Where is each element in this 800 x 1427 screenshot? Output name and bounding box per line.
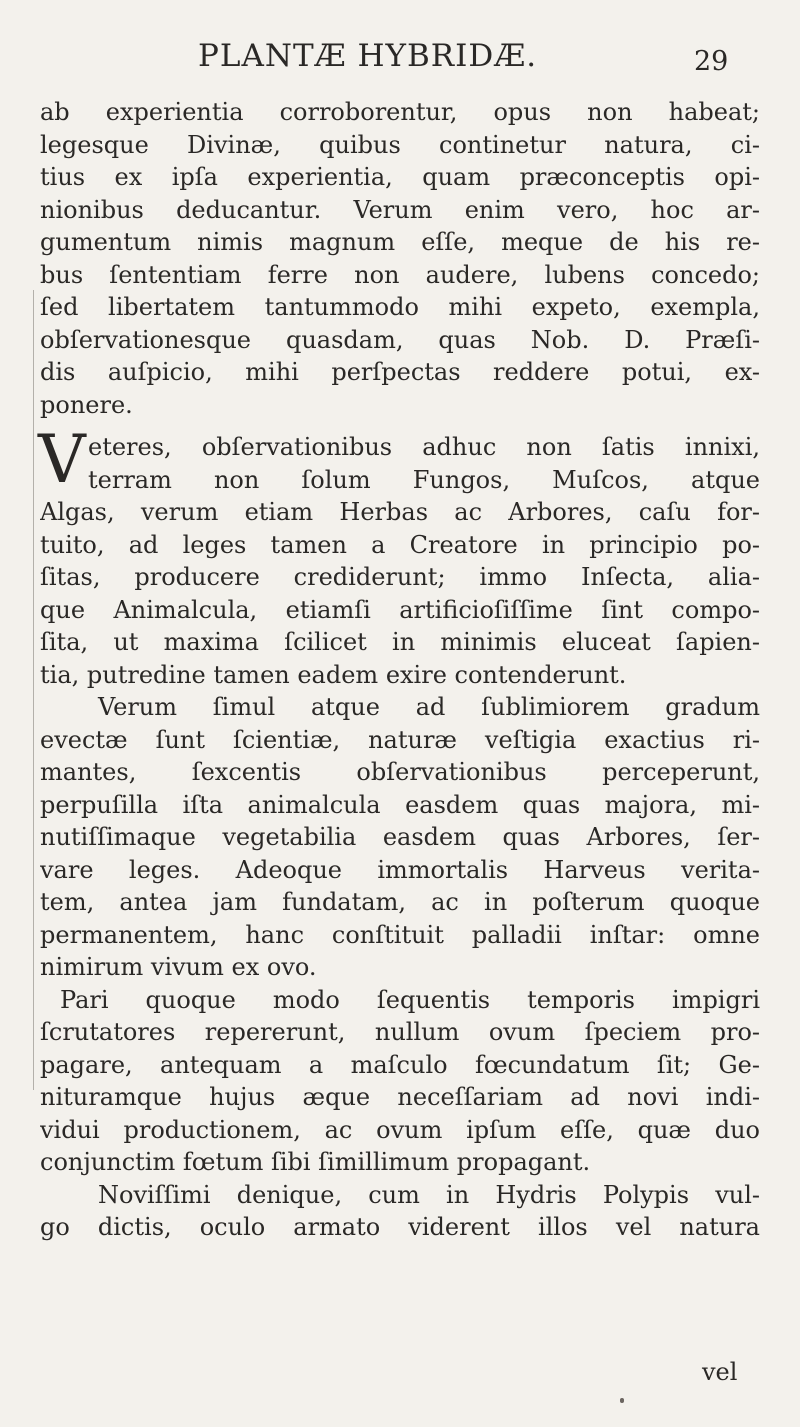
- text-line: ponere.: [40, 390, 133, 419]
- text-line: nituramque hujus æque neceſſariam ad novi indi-: [40, 1083, 760, 1111]
- running-head: [0, 38, 800, 78]
- running-title: PLANTÆ HYBRIDÆ.: [198, 38, 538, 74]
- text-line: eteres, obſervationibus adhuc non ſatis innixi,: [88, 433, 760, 461]
- text-line: ſcrutatores repererunt, nullum ovum ſpeciem pro-: [40, 1018, 760, 1046]
- text-line: tia, putredine tamen eadem exire contenderunt.: [40, 660, 627, 689]
- text-line: mantes, ſexcentis obſervationibus perceperunt,: [40, 758, 760, 786]
- text-line: vidui productionem, ac ovum ipſum eſſe, quæ duo: [40, 1115, 760, 1144]
- text-line: perpuſilla iſta animalcula easdem quas majora, mi-: [40, 790, 760, 819]
- text-line: terram non ſolum Fungos, Muſcos, atque: [88, 465, 760, 494]
- text-line: tius ex ipſa experientia, quam præconceptis opi-: [40, 163, 760, 191]
- text-line: Verum ſimul atque ad ſublimiorem gradum: [98, 693, 760, 721]
- text-line: ſita, ut maxima ſcilicet in minimis eluceat ſapien-: [40, 628, 760, 656]
- body-text: [40, 96, 760, 1244]
- ink-speck: [620, 1398, 624, 1403]
- text-line: evectæ ſunt ſcientiæ, naturæ veſtigia exactius ri-: [40, 725, 760, 754]
- text-line: obſervationesque quasdam, quas Nob. D. Præſi-: [40, 325, 760, 354]
- text-line: conjunctim fœtum ſibi ſimillimum propagant.: [40, 1148, 591, 1176]
- text-line: Noviſſimi denique, cum in Hydris Polypis vul-: [98, 1180, 760, 1209]
- text-line: nionibus deducantur. Verum enim vero, hoc ar-: [40, 195, 760, 224]
- text-line: nutiſſimaque vegetabilia easdem quas Arbores, ſer-: [40, 823, 760, 851]
- text-line: permanentem, hanc conſtituit palladii inſtar: omne: [40, 920, 760, 949]
- text-line: ſed libertatem tantummodo mihi expeto, exempla,: [40, 293, 760, 321]
- text-line: que Animalcula, etiamſi artificioſiſſime ſint compo-: [40, 595, 760, 624]
- text-line: tem, antea jam fundatam, ac in poſterum quoque: [40, 888, 760, 916]
- catchword: vel: [702, 1358, 738, 1386]
- text-line: dis auſpicio, mihi perſpectas reddere potui, ex-: [40, 358, 760, 386]
- text-line: ab experientia corroborentur, opus non habeat;: [40, 98, 760, 126]
- text-line: go dictis, oculo armato viderent illos vel natura: [40, 1213, 760, 1241]
- page-number: 29: [694, 46, 729, 77]
- drop-cap: V: [38, 421, 86, 498]
- text-line: Algas, verum etiam Herbas ac Arbores, caſu for-: [40, 498, 760, 526]
- text-line: nimirum vivum ex ovo.: [40, 953, 317, 981]
- page-edge-shadow: [33, 290, 34, 1090]
- text-line: pagare, antequam a maſculo fœcundatum ſit; Ge-: [40, 1050, 760, 1079]
- text-line: bus ſententiam ferre non audere, lubens concedo;: [40, 260, 760, 289]
- text-line: ſitas, producere crediderunt; immo Inſecta, alia-: [40, 563, 760, 591]
- text-line: gumentum nimis magnum eſſe, meque de his re-: [40, 228, 760, 256]
- text-line: tuito, ad leges tamen a Creatore in principio po-: [40, 530, 760, 559]
- text-line: Pari quoque modo ſequentis temporis impigri: [60, 985, 760, 1014]
- drop-cap-paragraph: [38, 421, 760, 498]
- text-line: legesque Divinæ, quibus continetur natura, ci-: [40, 130, 760, 159]
- text-line: vare leges. Adeoque immortalis Harveus verita-: [40, 855, 760, 884]
